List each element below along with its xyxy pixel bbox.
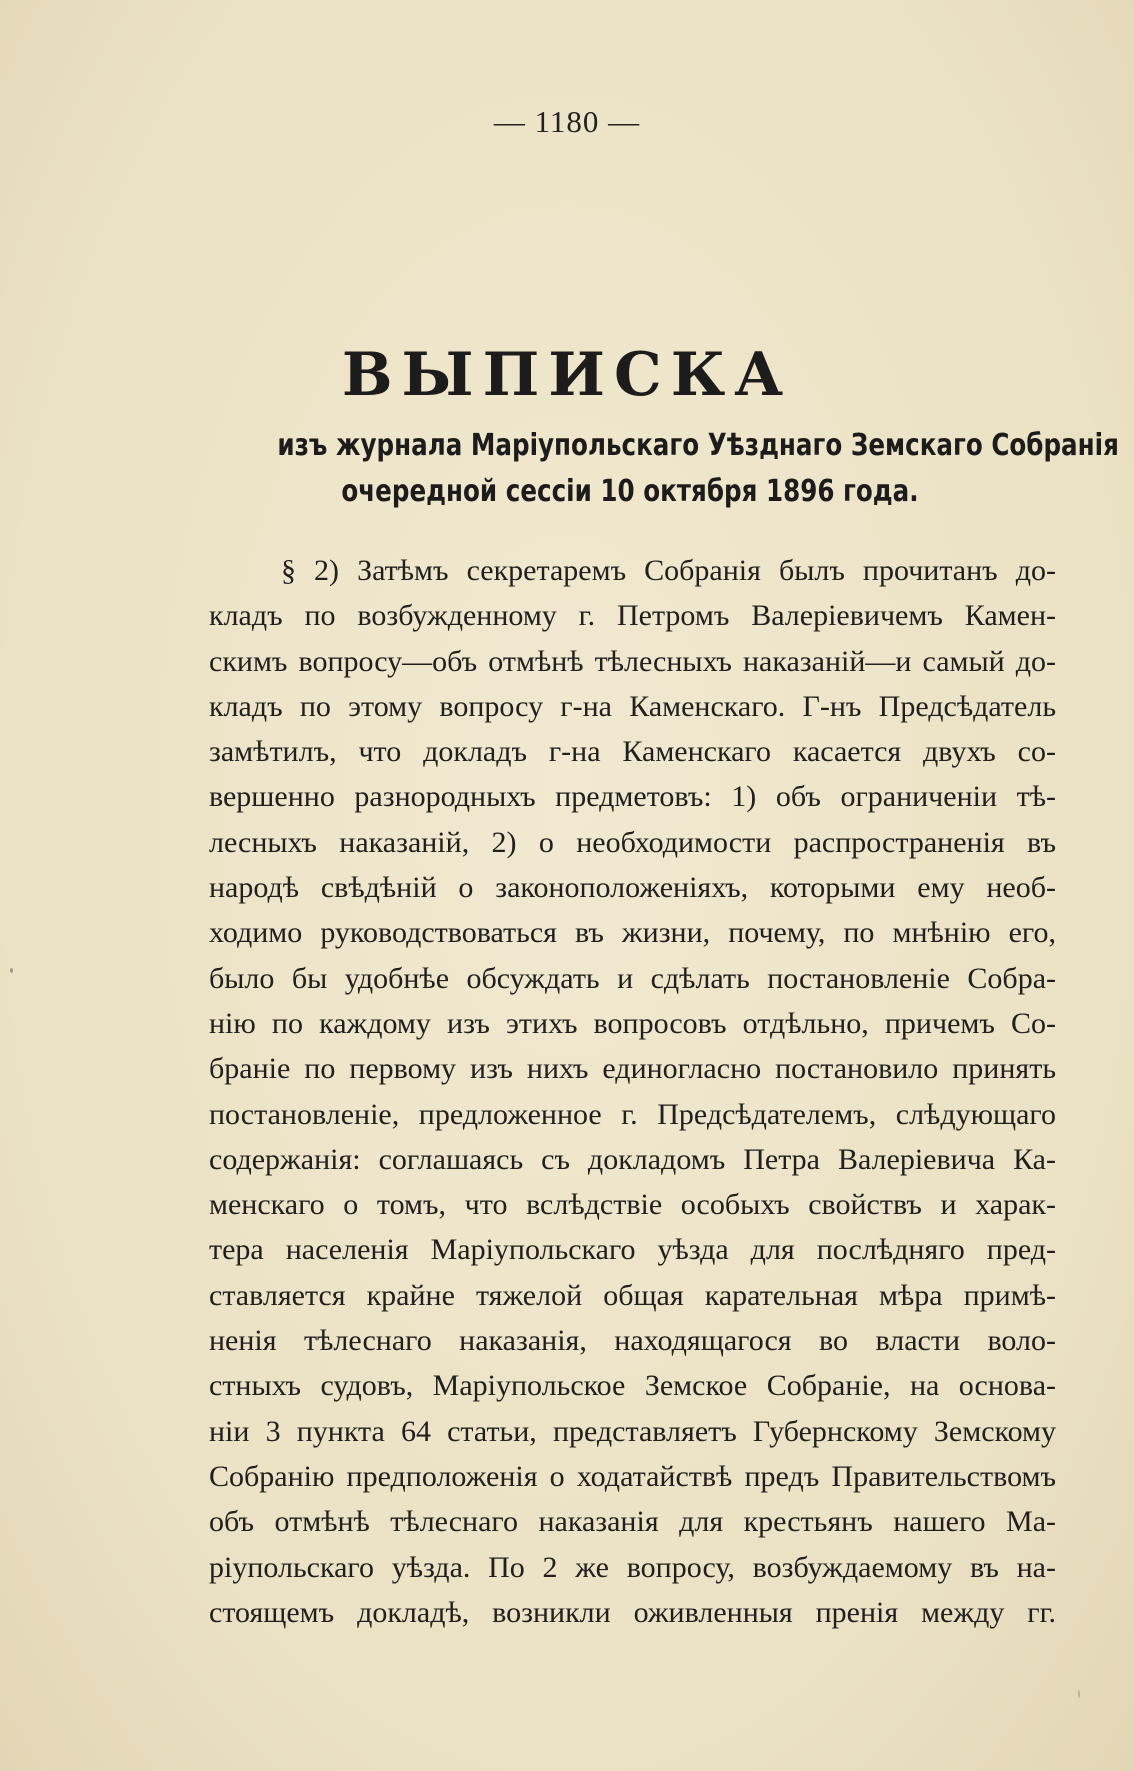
- body-line: было бы удобнѣе обсуждать и сдѣлать постановленіе Собра-: [209, 961, 1056, 995]
- body-line: кладъ по возбужденному г. Петромъ Валеріевичемъ Камен-: [209, 599, 1056, 633]
- body-line: Собранію предположенія о ходатайствѣ предъ Правительствомъ: [209, 1459, 1056, 1493]
- body-line: ріупольскаго уѣзда. По 2 же вопросу, возбуждаемому въ на-: [209, 1550, 1056, 1584]
- body-line: стоящемъ докладѣ, возникли оживленныя пренія между гг.: [209, 1595, 1056, 1629]
- body-text: [209, 548, 1056, 1635]
- page-number: — 1180 —: [493, 104, 641, 139]
- body-line: браніе по первому изъ нихъ единогласно постановило принять: [209, 1052, 1056, 1086]
- document-title: ВЫПИСКА: [341, 340, 793, 410]
- body-line: содержанія: соглашаясь съ докладомъ Петра Валеріевича Ка-: [209, 1142, 1056, 1176]
- body-line: ходимо руководствоваться въ жизни, почему, по мнѣнію его,: [209, 916, 1056, 950]
- body-line: вершенно разнородныхъ предметовъ: 1) объ ограниченіи тѣ-: [209, 780, 1056, 814]
- paper-speck: [1078, 1690, 1080, 1698]
- body-line: объ отмѣнѣ тѣлеснаго наказанія для крестьянъ нашего Ма-: [209, 1505, 1056, 1539]
- paper-speck: [10, 968, 13, 973]
- body-line: § 2) Затѣмъ секретаремъ Собранія былъ прочитанъ до-: [281, 554, 1056, 587]
- body-line: народѣ свѣдѣній о законоположеніяхъ, которыми ему необ-: [209, 871, 1056, 905]
- body-line: нію по каждому изъ этихъ вопросовъ отдѣльно, причемъ Со-: [209, 1006, 1056, 1040]
- body-line: менскаго о томъ, что вслѣдствіе особыхъ свойствъ и харак-: [209, 1188, 1056, 1222]
- body-line: стныхъ судовъ, Маріупольское Земское Собраніе, на основа-: [209, 1369, 1056, 1403]
- body-line: лесныхъ наказаній, 2) о необходимости распространенія въ: [209, 825, 1056, 859]
- body-line: замѣтилъ, что докладъ г-на Каменскаго касается двухъ со-: [209, 735, 1056, 769]
- body-line: кладъ по этому вопросу г-на Каменскаго. Г-нъ Предсѣдатель: [209, 689, 1056, 723]
- body-line: ставляется крайне тяжелой общая карательная мѣра примѣ-: [209, 1278, 1056, 1312]
- subtitle-line-2: очередной сессіи 10 октября 1896 года.: [341, 474, 919, 509]
- subtitle-line-1: изъ журнала Маріупольскаго Уѣзднаго Земскаго Собранія: [277, 428, 1119, 463]
- body-line: постановленіе, предложенное г. Предсѣдателемъ, слѣдующаго: [209, 1097, 1056, 1131]
- body-line: тера населенія Маріупольскаго уѣзда для послѣдняго пред-: [209, 1233, 1056, 1267]
- body-line: скимъ вопросу—объ отмѣнѣ тѣлесныхъ наказаній—и самый до-: [209, 644, 1056, 678]
- body-line: ненія тѣлеснаго наказанія, находящагося во власти воло-: [209, 1324, 1056, 1358]
- body-line: ніи 3 пункта 64 статьи, представляетъ Губернскому Земскому: [209, 1414, 1056, 1448]
